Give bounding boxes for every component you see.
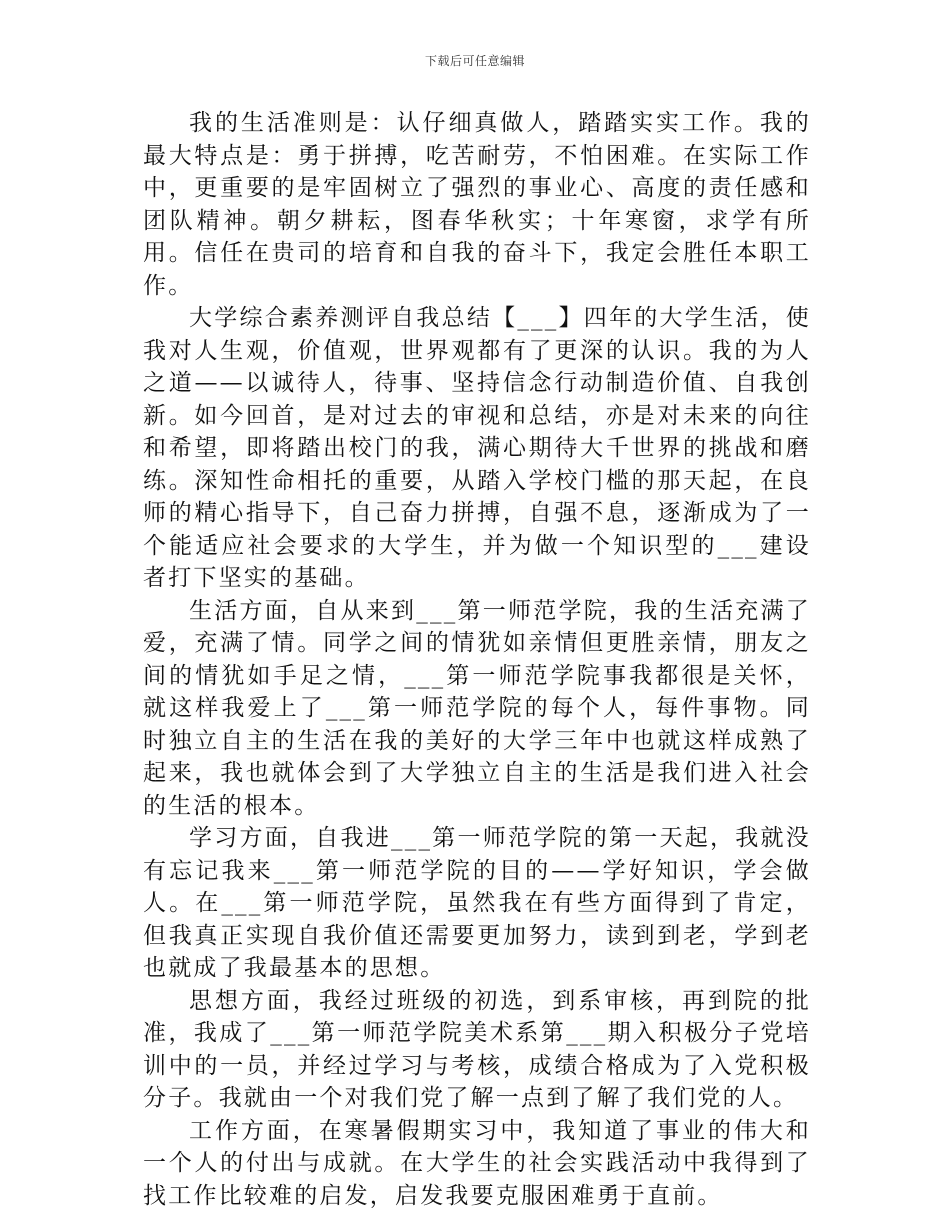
paragraph-life-aspect: 生活方面，自从来到___第一师范学院，我的生活充满了爱，充满了情。同学之间的情犹如亲情但更胜亲情，朋友之间的情犹如手足之情，___第一师范学院事我都很是关怀，就这样我爱上了___第一师范学院的每个人，每件事物。同时独立自主的生活在我的美好的大学三年中也就这样成熟了起来，我也就体会到了大学独立自主的生活是我们进入社会的生活的根本。 — [143, 597, 811, 819]
paragraph-work-aspect: 工作方面，在寒暑假期实习中，我知道了事业的伟大和一个人的付出与成就。在大学生的社会实践活动中我得到了找工作比较难的启发，启发我要克服困难勇于直前。 — [143, 1117, 811, 1209]
paragraph-life-principle: 我的生活准则是：认仔细真做人，踏踏实实工作。我的最大特点是：勇于拼搏，吃苦耐劳，不怕困难。在实际工作中，更重要的是牢固树立了强烈的事业心、高度的责任感和团队精神。朝夕耕耘，图春华秋实；十年寒窗，求学有所用。信任在贵司的培育和自我的奋斗下，我定会胜任本职工作。 — [143, 110, 811, 299]
page-header: 下载后可任意编辑 — [424, 54, 525, 68]
document-body — [143, 107, 811, 1212]
paragraph-self-summary: 大学综合素养测评自我总结【___】四年的大学生活，使我对人生观，价值观，世界观都有了更深的认识。我的为人之道——以诚待人，待事、坚持信念行动制造价值、自我创新。如今回首，是对过去的审视和总结，亦是对未来的向往和希望，即将踏出校门的我，满心期待大千世界的挑战和磨练。深知性命相托的重要，从踏入学校门槛的那天起，在良师的精心指导下，自己奋力拼搏，自强不息，逐渐成为了一个能适应社会要求的大学生，并为做一个知识型的___建设者打下坚实的基础。 — [143, 305, 811, 591]
paragraph-study-aspect: 学习方面，自我进___第一师范学院的第一天起，我就没有忘记我来___第一师范学院的目的——学好知识，学会做人。在___第一师范学院，虽然我在有些方面得到了肯定，但我真正实现自我价值还需要更加努力，读到到老，学到老也就成了我最基本的思想。 — [143, 825, 811, 981]
paragraph-thought-aspect: 思想方面，我经过班级的初选，到系审核，再到院的批准，我成了___第一师范学院美术系第___期入积极分子党培训中的一员，并经过学习与考核，成绩合格成为了入党积极分子。我就由一个对我们党了解一点到了解了我们党的人。 — [143, 987, 811, 1111]
